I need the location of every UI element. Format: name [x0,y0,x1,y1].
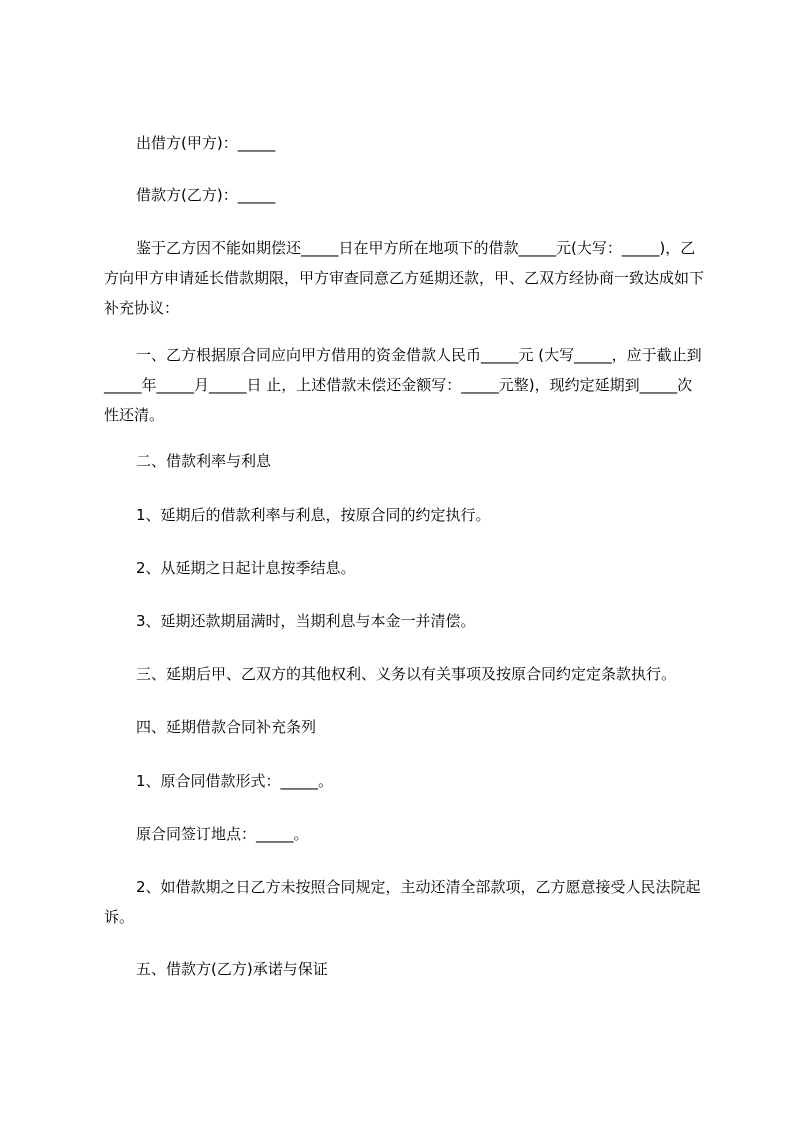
clause-two-item-2: 2、从延期之日起计息按季结息。 [136,559,356,577]
clause-four-item-1: 1、原合同借款形式：_____。 [136,772,334,790]
preamble-paragraph: 鉴于乙方因不能如期偿还_____日在甲方所在地项下的借款_____元(大写：_____)，乙方向甲方申请延长借款期限，甲方审查同意乙方延期还款，甲、乙双方经协商一致达成如下补充协议： [104,239,705,317]
clause-three-paragraph: 三、延期后甲、乙双方的其他权利、义务以有关事项及按原合同约定定条款执行。 [136,665,677,683]
lender-line: 出借方(甲方)：_____ [136,134,276,152]
clause-four-item-2: 2、如借款期之日乙方未按照合同规定，主动还清全部款项，乙方愿意接受人民法院起诉。 [104,878,701,926]
clause-five-heading: 五、借款方(乙方)承诺与保证 [136,960,328,978]
clause-four-heading: 四、延期借款合同补充条列 [136,718,317,736]
clause-two-heading: 二、借款利率与利息 [136,452,272,470]
clause-two-item-1: 1、延期后的借款利率与利息，按原合同的约定执行。 [136,506,491,524]
clause-one-paragraph: 一、乙方根据原合同应向甲方借用的资金借款人民币_____元 (大写_____，应于截止到_____年_____月_____日 止，上述借款未偿还金额写：_____元整)，现约定延期到_____次性还清。 [104,346,702,424]
borrower-line: 借款方(乙方)：_____ [136,186,276,204]
clause-two-item-3: 3、延期还款期届满时，当期利息与本金一并清偿。 [136,612,476,630]
clause-four-sign-place: 原合同签订地点：_____。 [136,825,309,843]
